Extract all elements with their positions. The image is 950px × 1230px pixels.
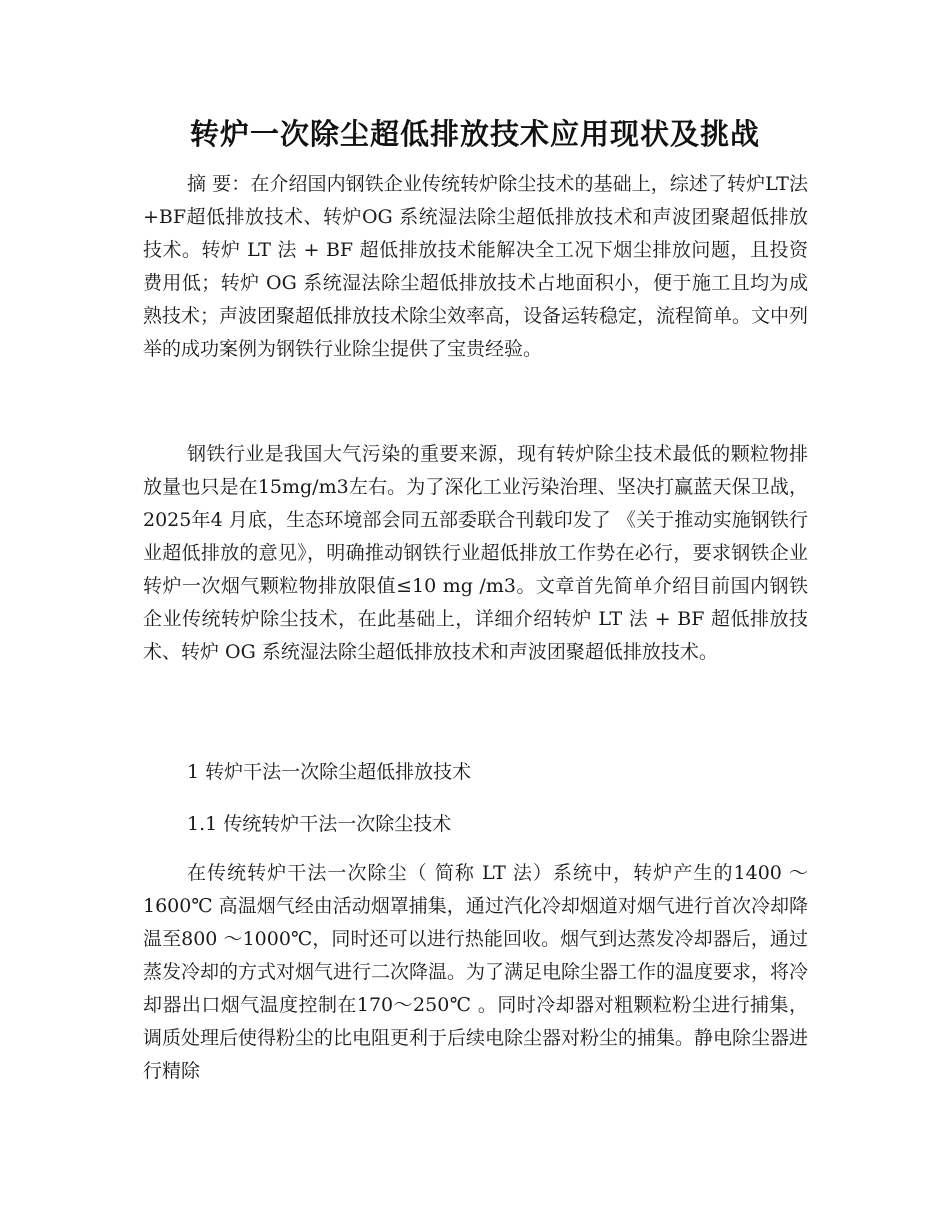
abstract-paragraph: 摘 要：在介绍国内钢铁企业传统转炉除尘技术的基础上，综述了转炉LT法 +BF超低排放技术、转炉OG 系统湿法除尘超低排放技术和声波团聚超低排放技术。转炉 LT 法 + BF 超低排放技术能解决全工况下烟尘排放问题，且投资费用低；转炉 OG 系统湿法除尘超低排放技术占地面积小，便于施工且均为成熟技术；声波团聚超低排放技术除尘效率高，设备运转稳定，流程简单。文中列举的成功案例为钢铁行业除尘提供了宝贵经验。 — [143, 173, 809, 360]
section-heading-1-1: 1.1 传统转炉干法一次除尘技术 — [187, 813, 452, 835]
section-heading-1: 1 转炉干法一次除尘超低排放技术 — [187, 761, 472, 783]
body-paragraph-lt-method: 在传统转炉干法一次除尘（ 简称 LT 法）系统中，转炉产生的1400 ～1600℃ 高温烟气经由活动烟罩捕集，通过汽化冷却烟道对烟气进行首次冷却降温至800 ～1000℃，同时还可以进行热能回收。烟气到达蒸发冷却器后，通过蒸发冷却的方式对烟气进行二次降温。为了满足电除尘器工作的温度要求，将冷却器出口烟气温度控制在170～250℃ 。同时冷却器对粗颗粒粉尘进行捕集，调质处理后使得粉尘的比电阻更利于后续电除尘器对粉尘的捕集。静电除尘器进行精除 — [143, 862, 809, 1082]
document-title: 转炉一次除尘超低排放技术应用现状及挑战 — [189, 117, 760, 151]
introduction-paragraph: 钢铁行业是我国大气污染的重要来源，现有转炉除尘技术最低的颗粒物排放量也只是在15mg/m3左右。为了深化工业污染治理、坚决打赢蓝天保卫战，2025年4 月底，生态环境部会同五部委联合刊载印发了 《关于推动实施钢铁行业超低排放的意见》，明确推动钢铁行业超低排放工作势在必行，要求钢铁企业转炉一次烟气颗粒物排放限值≤10 mg /m3。文章首先简单介绍目前国内钢铁企业传统转炉除尘技术，在此基础上，详细介绍转炉 LT 法 + BF 超低排放技术、转炉 OG 系统湿法除尘超低排放技术和声波团聚超低排放技术。 — [143, 443, 808, 663]
